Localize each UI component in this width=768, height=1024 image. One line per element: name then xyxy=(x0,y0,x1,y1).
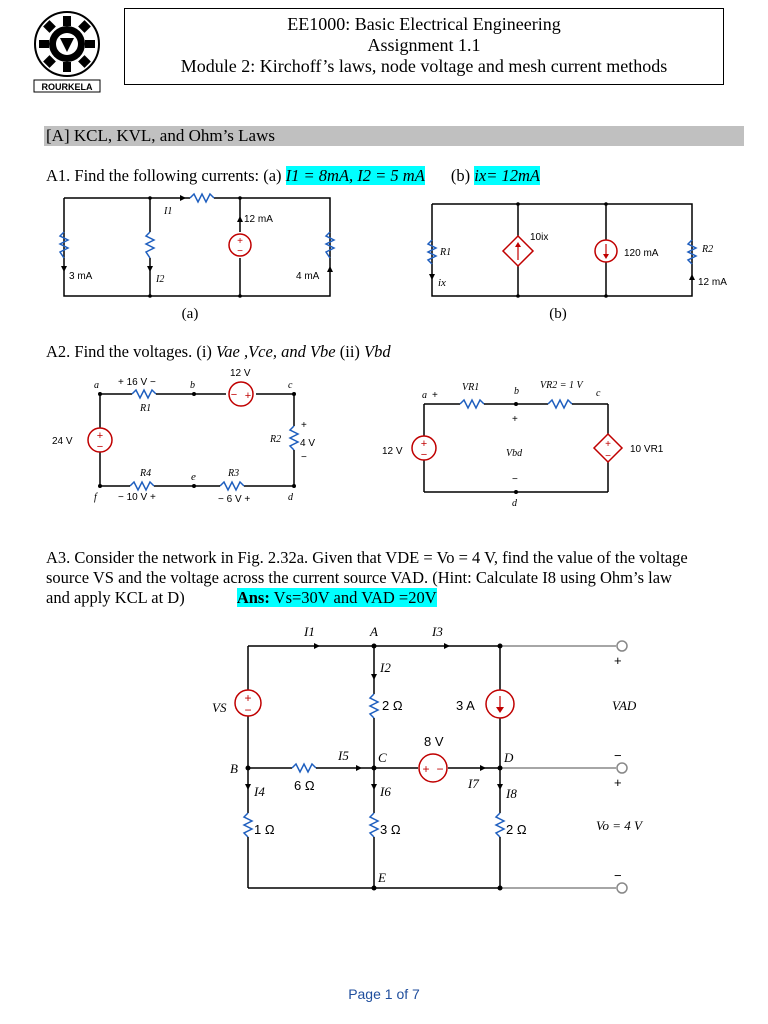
svg-text:+: + xyxy=(244,390,252,402)
circuit-a1a xyxy=(40,188,360,328)
r2-voltage: 4 V xyxy=(300,438,316,449)
svg-text:−: − xyxy=(237,246,243,257)
page-number: Page 1 of 7 xyxy=(348,986,420,1002)
label-i2: I2 xyxy=(156,274,165,285)
question-a3-line3 xyxy=(46,588,437,608)
fig-a-caption: (a) xyxy=(181,306,199,322)
svg-text:+: + xyxy=(605,439,611,450)
section-title: [A] KCL, KVL, and Ohm’s Laws xyxy=(46,126,275,145)
label-i4: I4 xyxy=(254,784,265,799)
module-title: Module 2: Kirchoff’s laws, node voltage and mesh current methods xyxy=(180,56,668,76)
node-b: b xyxy=(190,380,195,391)
fig-b-caption: (b) xyxy=(549,306,567,322)
node-B: B xyxy=(230,761,238,776)
label-a3-i1: I1 xyxy=(304,624,315,639)
vbd-plus: + xyxy=(512,414,518,425)
r3-label: R3 xyxy=(228,468,240,479)
node-b-ii: b xyxy=(514,386,519,397)
a1-prefix: A1. Find the following currents: (a) xyxy=(46,166,286,185)
label-r1: R1 xyxy=(440,247,452,258)
svg-text:+: + xyxy=(96,430,104,442)
svg-text:−: − xyxy=(605,451,611,462)
question-a3-line2: source VS and the voltage across the current source VAD. (Hint: Calculate I8 using Ohm’s law xyxy=(46,568,672,587)
node-e: e xyxy=(191,471,196,483)
vad-minus: − xyxy=(614,748,622,763)
svg-text:−: − xyxy=(436,762,444,776)
svg-text:−: − xyxy=(230,389,238,401)
node-E: E xyxy=(378,870,386,885)
a-plus: + xyxy=(432,390,438,401)
label-i5: I5 xyxy=(338,748,349,763)
src-12v: 12 V xyxy=(230,368,251,379)
label-i8: I8 xyxy=(506,786,517,801)
a1-answer-b: ix= 12mA xyxy=(474,166,540,185)
label-a3-i3: I3 xyxy=(432,624,443,639)
src-24v: 24 V xyxy=(52,436,73,447)
assignment-title: Assignment 1.1 xyxy=(367,35,481,55)
vo-minus: − xyxy=(614,868,622,883)
r1-label: R1 xyxy=(140,403,152,414)
a2-mid: (ii) xyxy=(335,342,365,361)
question-a2 xyxy=(46,342,391,362)
label-12ma: 12 mA xyxy=(244,214,273,225)
node-A: A xyxy=(370,624,378,639)
src-12v-ii: 12 V xyxy=(382,446,403,457)
r3-voltage: − 6 V + xyxy=(218,494,251,505)
a2-vars1: Vae ,Vce, and Vbe xyxy=(216,342,336,361)
header-box xyxy=(124,8,724,85)
svg-text:+: + xyxy=(422,762,430,776)
question-a3-line1: A3. Consider the network in Fig. 2.32a. Given that VDE = Vo = 4 V, find the value of the voltage xyxy=(46,548,688,567)
a2-prefix: A2. Find the voltages. (i) xyxy=(46,342,217,361)
label-8v: 8 V xyxy=(424,734,444,749)
circuit-a2ii xyxy=(378,372,678,512)
circuit-a3 xyxy=(196,618,652,898)
label-r2: R2 xyxy=(702,244,714,255)
label-i1: I1 xyxy=(164,206,173,217)
label-3ma: 3 mA xyxy=(69,271,93,282)
label-10ix: 10ix xyxy=(530,232,549,243)
a3-answer xyxy=(237,588,437,607)
r2-label: R2 xyxy=(270,434,282,445)
r2-minus: − xyxy=(301,452,307,463)
circuit-a2i xyxy=(44,364,334,514)
svg-text:+: + xyxy=(237,236,243,247)
label-6ohm: 6 Ω xyxy=(294,778,315,793)
label-2ohm-a: 2 Ω xyxy=(382,698,403,713)
node-d-ii: d xyxy=(512,498,517,509)
node-c: c xyxy=(288,380,293,391)
label-2ohm-b: 2 Ω xyxy=(506,822,527,837)
gear-icon xyxy=(35,12,99,76)
svg-text:−: − xyxy=(244,703,252,717)
label-4ma: 4 mA xyxy=(296,271,320,282)
label-a3-i2: I2 xyxy=(380,660,391,675)
a3-answer-label: Ans: xyxy=(236,588,270,607)
label-1ohm: 1 Ω xyxy=(254,822,275,837)
node-a: a xyxy=(94,380,99,391)
dep-source-label: 10 VR1 xyxy=(630,444,664,455)
label-i6: I6 xyxy=(380,784,391,799)
a1-answer-a: I1 = 8mA, I2 = 5 mA xyxy=(285,166,425,185)
section-header xyxy=(44,126,744,146)
r1-voltage: + 16 V − xyxy=(118,377,156,388)
label-vo: Vo = 4 V xyxy=(596,818,642,833)
node-D: D xyxy=(504,750,514,765)
node-C: C xyxy=(378,750,387,765)
label-12ma-b: 12 mA xyxy=(698,277,727,288)
label-vs: VS xyxy=(212,700,227,715)
course-title: EE1000: Basic Electrical Engineering xyxy=(287,14,561,34)
vr1-label: VR1 xyxy=(462,382,480,393)
vad-plus: + xyxy=(614,653,622,668)
institute-logo xyxy=(10,6,124,96)
a2-vars2: Vbd xyxy=(364,342,391,361)
label-3a: 3 A xyxy=(456,698,475,713)
node-d: d xyxy=(288,492,293,503)
a1-mid: (b) xyxy=(450,166,475,185)
r2-plus: + xyxy=(301,420,307,431)
node-a-ii: a xyxy=(422,390,427,401)
svg-text:+: + xyxy=(244,691,252,705)
vbd-minus: − xyxy=(512,474,518,485)
vo-plus: + xyxy=(614,775,622,790)
a3-line3-prefix: and apply KCL at D) xyxy=(46,588,185,607)
circuit-a1b xyxy=(416,196,746,328)
svg-text:+: + xyxy=(420,438,428,450)
label-120ma: 120 mA xyxy=(624,248,659,259)
label-i7: I7 xyxy=(468,776,479,791)
question-a1 xyxy=(46,166,540,186)
svg-text:−: − xyxy=(96,441,104,453)
a3-answer-value: Vs=30V and VAD =20V xyxy=(269,588,437,607)
vr2-label: VR2 = 1 V xyxy=(540,380,583,391)
svg-text:−: − xyxy=(420,449,428,461)
node-f: f xyxy=(94,492,97,503)
label-ix: ix xyxy=(438,277,446,289)
label-vad: VAD xyxy=(612,698,637,713)
r4-label: R4 xyxy=(140,468,152,479)
vbd-label: Vbd xyxy=(506,448,523,459)
label-3ohm: 3 Ω xyxy=(380,822,401,837)
node-c-ii: c xyxy=(596,388,601,399)
r4-voltage: − 10 V + xyxy=(118,492,156,503)
logo-label: ROURKELA xyxy=(41,82,93,92)
